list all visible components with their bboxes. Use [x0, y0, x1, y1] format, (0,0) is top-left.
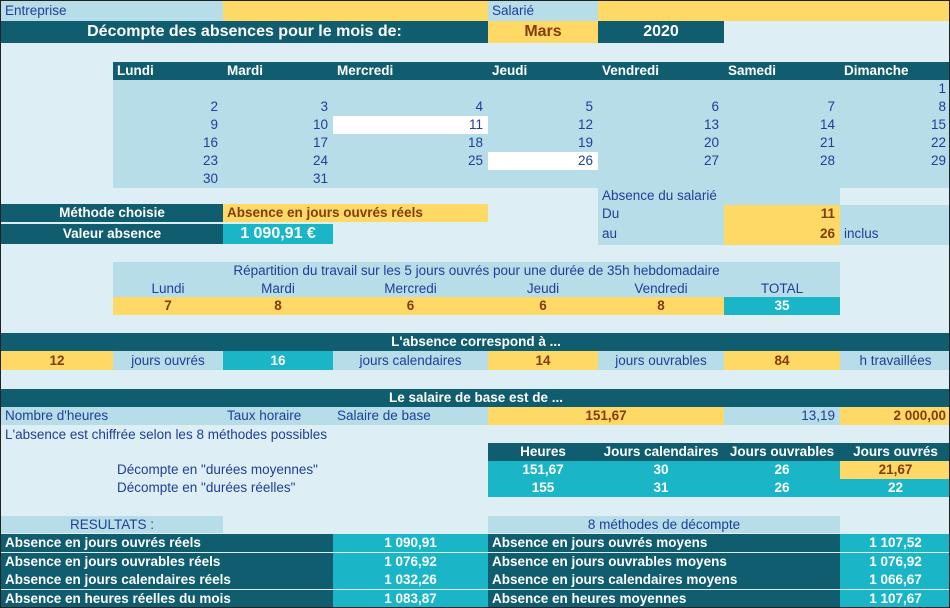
calendar-day[interactable]: 28	[724, 152, 840, 170]
result-label: Absence en heures moyennes	[488, 590, 840, 608]
method-select[interactable]: Absence en jours ouvrés réels	[223, 204, 488, 222]
calendar-empty	[724, 80, 840, 98]
calendar-day[interactable]: 13	[598, 116, 724, 134]
decompte-value: 21,67	[840, 461, 950, 479]
decompte-value: 31	[598, 479, 724, 497]
repartition-hours[interactable]: 8	[223, 297, 333, 315]
repartition-title: Répartition du travail sur les 5 jours ouvrés pour une durée de 35h hebdomadaire	[113, 262, 840, 280]
taux-value: 13,19	[724, 407, 840, 425]
repartition-hours[interactable]: 7	[113, 297, 223, 315]
calendar-day[interactable]: 20	[598, 134, 724, 152]
calendar-day[interactable]: 10	[223, 116, 333, 134]
base-input[interactable]: 2 000,00	[840, 407, 950, 425]
decompte-header: Jours ouvrables	[724, 443, 840, 461]
decompte-header: Jours ouvrés	[840, 443, 950, 461]
calendar-empty	[598, 80, 724, 98]
calendar-empty	[598, 170, 724, 188]
repartition-hours[interactable]: 8	[598, 297, 724, 315]
calendar-header-samedi: Samedi	[724, 62, 840, 80]
correspond-value: 16	[223, 351, 333, 370]
result-label: Absence en jours ouvrés moyens	[488, 534, 840, 552]
result-label: Absence en heures réelles du mois	[1, 590, 333, 608]
au-input[interactable]: 26	[724, 223, 840, 245]
result-label: Absence en jours ouvrés réels	[1, 534, 333, 552]
result-label: Absence en jours calendaires moyens	[488, 571, 840, 589]
correspond-value: 84	[724, 351, 840, 370]
repartition-day: Lundi	[113, 280, 223, 297]
salarie-input[interactable]	[598, 1, 950, 21]
calendar-day[interactable]: 16	[113, 134, 223, 152]
correspond-value: 14	[488, 351, 598, 370]
decompte-row-label: Décompte en "durées moyennes"	[117, 462, 318, 478]
repartition-day: TOTAL	[724, 280, 840, 297]
entreprise-label: Entreprise	[1, 1, 223, 21]
result-label: Absence en jours ouvrables réels	[1, 553, 333, 571]
valeur-absence: 1 090,91 €	[223, 224, 333, 244]
calendar-day[interactable]: 19	[488, 134, 598, 152]
calendar-day[interactable]: 8	[840, 98, 950, 116]
correspond-label: jours calendaires	[333, 351, 488, 370]
result-value: 1 076,92	[333, 553, 488, 571]
calendar-header-lundi: Lundi	[113, 62, 223, 80]
decompte-value: 22	[840, 479, 950, 497]
inclus-label: inclus	[840, 223, 950, 245]
calendar-header-jeudi: Jeudi	[488, 62, 598, 80]
method-label: Méthode choisie	[1, 204, 223, 222]
calendar-empty	[113, 80, 223, 98]
result-label: Absence en jours calendaires réels	[1, 571, 333, 589]
heures-input[interactable]: 151,67	[488, 407, 724, 425]
result-label: Absence en jours ouvrables moyens	[488, 553, 840, 571]
calendar-day[interactable]: 29	[840, 152, 950, 170]
correspond-label: jours ouvrables	[598, 351, 724, 370]
repartition-day: Mercredi	[333, 280, 488, 297]
repartition-total: 35	[724, 297, 840, 315]
result-value: 1 107,67	[840, 590, 950, 608]
calendar-day[interactable]: 25	[333, 152, 488, 170]
calendar-day[interactable]: 30	[113, 170, 223, 188]
du-input[interactable]: 11	[724, 205, 840, 223]
calendar-day[interactable]: 15	[840, 116, 950, 134]
decompte-header: Jours calendaires	[598, 443, 724, 461]
correspond-label: jours ouvrés	[113, 351, 223, 370]
decompte-value: 30	[598, 461, 724, 479]
repartition-day: Jeudi	[488, 280, 598, 297]
base-label: Salaire de base	[333, 407, 488, 425]
result-value: 1 076,92	[840, 553, 950, 571]
calendar-day[interactable]: 7	[724, 98, 840, 116]
decompte-value: 26	[724, 461, 840, 479]
calendar-empty	[223, 80, 333, 98]
decompte-value: 151,67	[488, 461, 598, 479]
repartition-day: Mardi	[223, 280, 333, 297]
salaire-title: Le salaire de base est de ...	[1, 389, 950, 407]
taux-label: Taux horaire	[223, 407, 333, 425]
salarie-label: Salarié	[488, 1, 598, 21]
calendar-header-vendredi: Vendredi	[598, 62, 724, 80]
calendar-header-mardi: Mardi	[223, 62, 333, 80]
calendar-day[interactable]: 24	[223, 152, 333, 170]
du-label: Du	[598, 205, 724, 223]
calendar-empty	[333, 170, 488, 188]
repartition-hours[interactable]: 6	[488, 297, 598, 315]
month-select[interactable]: Mars	[488, 21, 598, 43]
calendar-day[interactable]: 21	[724, 134, 840, 152]
calendar-empty	[488, 170, 598, 188]
calendar-empty	[488, 80, 598, 98]
calendar-day[interactable]: 12	[488, 116, 598, 134]
calendar-day[interactable]: 23	[113, 152, 223, 170]
calendar-empty	[840, 170, 950, 188]
decompte-value: 155	[488, 479, 598, 497]
calendar-empty	[333, 80, 488, 98]
methods-title: 8 méthodes de décompte	[488, 516, 840, 533]
calendar-header-mercredi: Mercredi	[333, 62, 488, 80]
calendar-day[interactable]: 18	[333, 134, 488, 152]
heures-label: Nombre d'heures	[1, 407, 223, 425]
valeur-label: Valeur absence	[1, 224, 223, 244]
calendar-day[interactable]: 17	[223, 134, 333, 152]
methods-note: L'absence est chiffrée selon les 8 méthodes possibles	[5, 427, 328, 443]
correspond-title: L'absence correspond à ...	[1, 333, 950, 351]
correspond-label: h travaillées	[840, 351, 950, 370]
au-label: au	[598, 223, 724, 245]
resultats-title: RESULTATS :	[1, 516, 223, 533]
repartition-hours[interactable]: 6	[333, 297, 488, 315]
calendar-day[interactable]: 22	[840, 134, 950, 152]
calendar-empty	[724, 170, 840, 188]
result-value: 1 107,52	[840, 534, 950, 552]
calendar-day[interactable]: 2	[113, 98, 223, 116]
calendar-day[interactable]: 5	[488, 98, 598, 116]
calendar-day[interactable]: 14	[724, 116, 840, 134]
repartition-day: Vendredi	[598, 280, 724, 297]
decompte-value: 26	[724, 479, 840, 497]
calendar-day[interactable]: 11	[333, 116, 488, 134]
calendar-header-dimanche: Dimanche	[840, 62, 950, 80]
calendar-day[interactable]: 4	[333, 98, 488, 116]
entreprise-input[interactable]	[223, 1, 488, 21]
result-value: 1 090,91	[333, 534, 488, 552]
result-value: 1 083,87	[333, 590, 488, 608]
year-field[interactable]: 2020	[598, 21, 724, 43]
calendar-day[interactable]: 9	[113, 116, 223, 134]
result-value: 1 066,67	[840, 571, 950, 589]
calendar-day[interactable]: 3	[223, 98, 333, 116]
du-spacer	[840, 205, 950, 223]
calendar-day[interactable]: 27	[598, 152, 724, 170]
decompte-header: Heures	[488, 443, 598, 461]
calendar-day[interactable]: 1	[840, 80, 950, 98]
page-title: Décompte des absences pour le mois de:	[1, 21, 488, 43]
decompte-row-label: Décompte en "durées réelles"	[117, 480, 296, 496]
calendar-day[interactable]: 6	[598, 98, 724, 116]
calendar-day[interactable]: 31	[223, 170, 333, 188]
calendar-day[interactable]: 26	[488, 152, 598, 170]
result-value: 1 032,26	[333, 571, 488, 589]
correspond-value: 12	[1, 351, 113, 370]
absence-title: Absence du salarié	[598, 187, 840, 205]
